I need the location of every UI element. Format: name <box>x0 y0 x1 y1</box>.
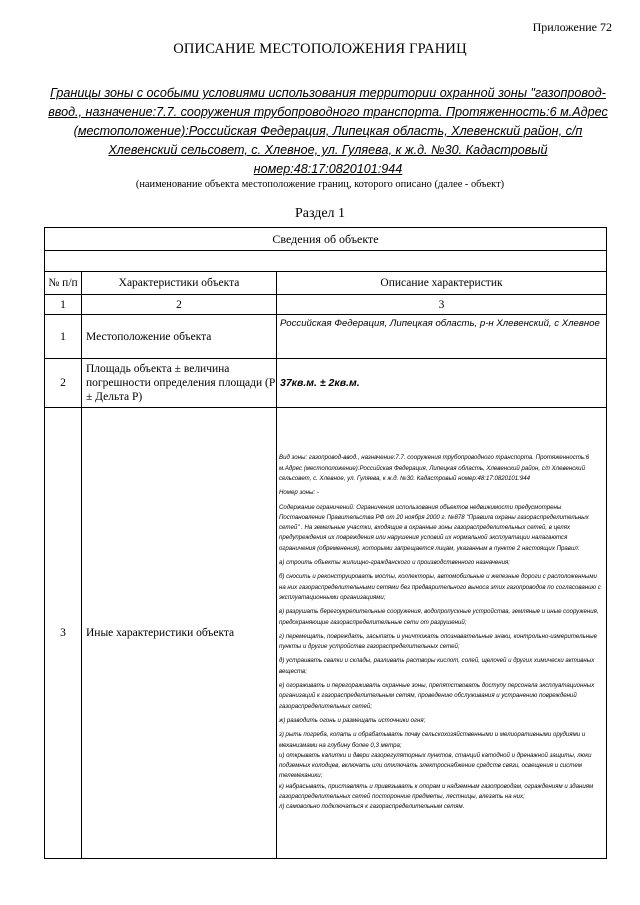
row-characteristic: Местоположение объекта <box>82 315 277 359</box>
row-location-value: Российская Федерация, Липецкая область, р-н Хлевенский, с Хлевное <box>277 315 607 359</box>
zone-number-text: Номер зоны: - <box>279 489 319 497</box>
row-other-characteristics <box>277 408 607 859</box>
restriction-item: ж) разводить огонь и размещать источники огня; <box>279 716 426 724</box>
row-number: 3 <box>45 408 82 859</box>
table-header-row <box>45 272 607 295</box>
column-number-3: 3 <box>277 295 607 315</box>
row-number: 2 <box>45 359 82 408</box>
header-characteristic: Характеристики объекта <box>82 272 277 295</box>
header-number: № п/п <box>45 272 82 295</box>
column-number-2: 2 <box>82 295 277 315</box>
restriction-item: б) сносить и реконструировать мосты, коллекторы, автомобильные и железные дороги с расположенными на них газораспределительными сетями без предварительного выноса этих газопроводов по согласованию с эксплуатационными организациями; <box>279 573 601 601</box>
restriction-item: з) рыть погреба, копать и обрабатывать почву сельскохозяйственными и мелиоративными орудиями и механизмами на глубину более 0,3 метра; <box>279 731 586 749</box>
table-title-row <box>45 228 607 251</box>
header-description: Описание характеристик <box>277 272 607 295</box>
restrictions-text: Содержание ограничений: Ограничения использования объектов недвижимости предусмотрены Постановление Правительства РФ от 20 ноября 2000 г. №878 "Правила охраны газораспределительных сетей" . На земельные участки, входящие в охранные зоны газораспределительных сетей, в целях предупреждения их повреждения или нарушения условий их нормальной эксплуатации налагаются ограничения (обременения), которыми запрещается лицам, указанным в пункте 2 настоящих Правил: <box>279 503 589 552</box>
table-row <box>45 315 607 359</box>
row-number: 1 <box>45 315 82 359</box>
table-row <box>45 408 607 859</box>
restriction-item: и) открывать калитки и двери газорегуляторных пунктов, станций катодной и дренажной защиты, люки подземных колодцев, включать или отключать электроснабжение средств связи, освещения и систем телемеханики; <box>279 751 592 780</box>
object-info-table <box>44 227 607 859</box>
restriction-item: е) огораживать и перегораживать охранные зоны, препятствовать доступу персонала эксплуатационных организаций к газораспределительным сетям, проведению обслуживания и устранению повреждений газораспределительных сетей; <box>279 682 595 710</box>
zone-type-text: Вид зоны: газопровод-ввод., назначение:7.7. сооружения трубопроводного транспорта. Протяженность:6 м.Адрес (местоположение):Российская Федерация, Липецкая область, Хлевенский район, с/п Хлевенский сельсовет, с. Хлевное, ул. Гуляева, к ж.д. №30. Кадастровый номер:48:17:0820101:944 <box>279 454 590 482</box>
appendix-label: Приложение 72 <box>532 20 612 34</box>
restriction-item: а) строить объекты жилищно-гражданского и производственного назначения; <box>279 559 510 567</box>
object-caption: (наименование объекта местоположение границ, которого описано (далее - объект) <box>135 179 505 190</box>
document-title: ОПИСАНИЕ МЕСТОПОЛОЖЕНИЯ ГРАНИЦ <box>173 41 467 57</box>
restriction-item: в) разрушать берегоукрепительные сооружения, водопропускные устройства, земляные и иные сооружения, предохраняющие газораспределительные сети от разрушений; <box>279 608 599 626</box>
restriction-item: г) перемещать, повреждать, засыпать и уничтожать опознавательные знаки, контрольно-измерительные пункты и другие устройства газораспределительных сетей; <box>279 632 597 651</box>
table-title: Сведения об объекте <box>45 228 607 251</box>
section-title: Раздел 1 <box>294 206 346 221</box>
restriction-item: л) самовольно подключаться к газораспределительным сетям. <box>279 803 465 811</box>
row-area-value: 37кв.м. ± 2кв.м. <box>277 359 607 408</box>
table-column-number-row <box>45 295 607 315</box>
table-empty-row <box>45 251 607 272</box>
restriction-item: д) устраивать свалки и склады, разливать растворы кислот, солей, щелочей и других химически активных веществ; <box>279 657 595 675</box>
object-heading: Границы зоны с особыми условиями использования территории охранной зоны "газопровод-ввод., назначение:7.7. сооружения трубопроводного транспорта. Протяженность:6 м.Адрес (местоположение):Российская Федерация, Липецкая область, Хлевенский район, с/п Хлевенский сельсовет, с. Хлевное, ул. Гуляева, к ж.д. №30. Кадастровый номер:48:17:0820101:944 <box>48 86 608 176</box>
column-number-1: 1 <box>45 295 82 315</box>
row-characteristic: Иные характеристики объекта <box>82 408 277 859</box>
row-characteristic: Площадь объекта ± величина погрешности определения площади (Р ± Дельта Р) <box>82 359 277 408</box>
table-row <box>45 359 607 408</box>
restriction-item: к) набрасывать, приставлять и привязывать к опорам и надземным газопроводам, ограждениям и зданиям газораспределительных сетей посторонние предметы, лестницы, влезать на них; <box>279 782 594 800</box>
